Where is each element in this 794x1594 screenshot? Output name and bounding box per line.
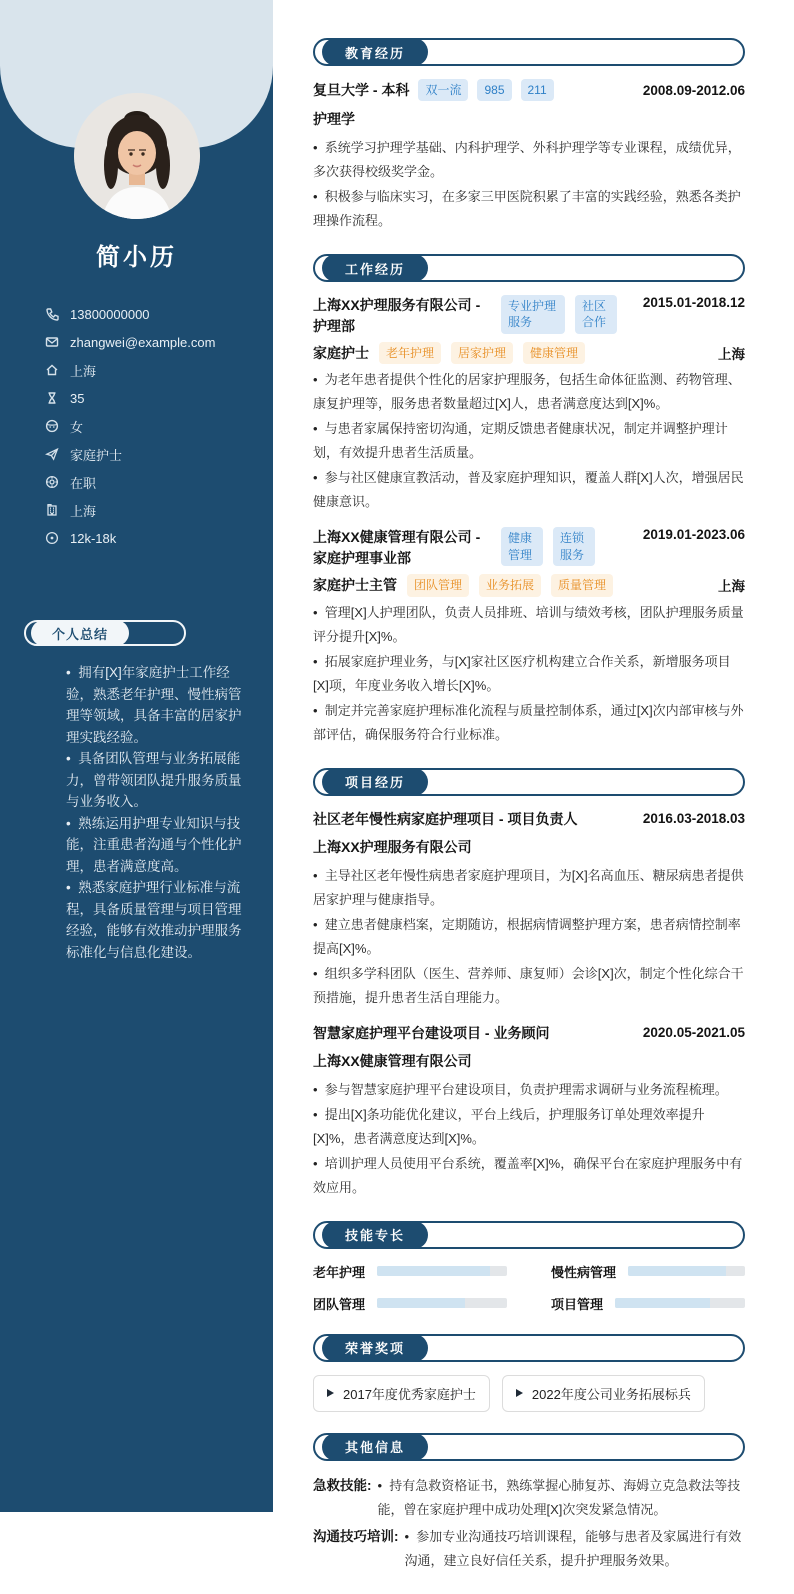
section-header bbox=[313, 1334, 745, 1362]
project-date: 2016.03-2018.03 bbox=[642, 811, 745, 827]
skill-bar bbox=[628, 1266, 745, 1276]
project-name: 智慧家庭护理平台建设项目 - 业务顾问 bbox=[313, 1024, 550, 1041]
summary-list bbox=[66, 662, 249, 963]
section-header bbox=[313, 1433, 745, 1461]
skill-bar-fill bbox=[377, 1266, 490, 1276]
company-tag: 连锁服务 bbox=[553, 527, 595, 565]
section-skills bbox=[313, 1221, 745, 1313]
contact-item-target-job bbox=[45, 440, 273, 468]
contact-item-gender bbox=[45, 412, 273, 440]
skill-bar bbox=[615, 1298, 745, 1308]
portrait-illustration bbox=[74, 93, 200, 219]
candidate-name: 简小历 bbox=[96, 244, 177, 271]
education-date: 2008.09-2012.06 bbox=[642, 82, 745, 98]
bullet-item: • 组织多学科团队（医生、营养师、康复师）会诊[X]次，制定个性化综合干预措施，提升患者生活自理能力。 bbox=[313, 962, 745, 1010]
section-projects bbox=[313, 768, 745, 1200]
award-label: 2017年度优秀家庭护士 bbox=[343, 1386, 476, 1402]
work-date: 2019.01-2023.06 bbox=[642, 527, 745, 543]
contact-value: 35 bbox=[70, 390, 85, 406]
other-info-text: • 持有急救资格证书，熟练掌握心肺复苏、海姆立克急救法等技能，曾在家庭护理中成功处理[X]次突发紧急情况。 bbox=[378, 1474, 746, 1522]
summary-section-title: 个人总结 bbox=[31, 620, 129, 646]
status-icon bbox=[45, 475, 59, 489]
resume-main bbox=[313, 0, 745, 1594]
bullet-item: • 主导社区老年慢性病患者家庭护理项目，为[X]名高血压、糖尿病患者提供居家护理与健康指导。 bbox=[313, 864, 745, 912]
age-icon bbox=[45, 391, 59, 405]
work-location: 上海 bbox=[718, 347, 745, 363]
role-tag: 健康管理 bbox=[523, 342, 585, 364]
contact-value: 家庭护士 bbox=[70, 447, 123, 463]
contact-value: 12k-18k bbox=[70, 530, 117, 546]
other-info-row bbox=[313, 1474, 745, 1522]
work-role-row bbox=[313, 574, 745, 596]
project-company: 上海XX护理服务有限公司 bbox=[313, 838, 472, 855]
skill-bar bbox=[377, 1298, 507, 1308]
major: 护理学 bbox=[313, 111, 355, 128]
company-name: 上海XX护理服务有限公司 - 护理部 bbox=[313, 297, 481, 335]
skill-bar-fill bbox=[628, 1266, 726, 1276]
project-name: 社区老年慢性病家庭护理项目 - 项目负责人 bbox=[313, 810, 578, 827]
section-awards bbox=[313, 1334, 745, 1412]
section-title: 项目经历 bbox=[322, 768, 428, 796]
summary-bullet: • 熟悉家庭护理行业标准与流程，具备质量管理与项目管理经验，能够有效推动护理服务标准化与信息化建设。 bbox=[66, 877, 249, 963]
project-entry bbox=[313, 809, 745, 1010]
work-date: 2015.01-2018.12 bbox=[642, 295, 745, 311]
phone-icon bbox=[45, 307, 59, 321]
work-entry bbox=[313, 527, 745, 746]
play-icon bbox=[516, 1389, 523, 1397]
bullet-item: • 培训护理人员使用平台系统，覆盖率[X]%，确保平台在家庭护理服务中有效应用。 bbox=[313, 1152, 745, 1200]
contact-value: 13800000000 bbox=[70, 306, 150, 322]
skills-grid bbox=[313, 1262, 745, 1313]
other-info-label: 沟通技巧培训: bbox=[313, 1528, 399, 1544]
skill-label: 团队管理 bbox=[313, 1296, 366, 1312]
school-degree: 复旦大学 - 本科 bbox=[313, 82, 410, 99]
role-tag: 业务拓展 bbox=[479, 574, 541, 596]
contact-value: 上海 bbox=[70, 363, 97, 379]
section-title: 教育经历 bbox=[322, 38, 428, 66]
project-entry bbox=[313, 1023, 745, 1200]
company-tag: 健康管理 bbox=[501, 527, 543, 565]
skill-label: 项目管理 bbox=[551, 1296, 604, 1312]
skill-label: 老年护理 bbox=[313, 1264, 366, 1280]
profile-photo bbox=[74, 93, 200, 219]
skill-bar bbox=[377, 1266, 507, 1276]
section-education bbox=[313, 38, 745, 233]
bullet-item: • 管理[X]人护理团队，负责人员排班、培训与绩效考核，团队护理服务质量评分提升[X]%。 bbox=[313, 601, 745, 649]
skill-bar-fill bbox=[377, 1298, 465, 1308]
project-date: 2020.05-2021.05 bbox=[642, 1025, 745, 1041]
summary-bullet: • 具备团队管理与业务拓展能力，曾带领团队提升服务质量与业务收入。 bbox=[66, 748, 249, 813]
contact-item-email bbox=[45, 328, 273, 356]
role-title: 家庭护士主管 bbox=[313, 577, 397, 594]
education-entry bbox=[313, 79, 745, 233]
contact-item-status bbox=[45, 468, 273, 496]
project-company: 上海XX健康管理有限公司 bbox=[313, 1052, 472, 1069]
bullet-item: • 系统学习护理学基础、内科护理学、外科护理学等专业课程，成绩优异，多次获得校级奖学金。 bbox=[313, 136, 745, 184]
gender-icon bbox=[45, 419, 59, 433]
bullet-item: • 为老年患者提供个性化的居家护理服务，包括生命体征监测、药物管理、康复护理等，服务患者数量超过[X]人，患者满意度达到[X]%。 bbox=[313, 368, 745, 416]
skill-item bbox=[551, 1262, 745, 1281]
summary-section-header bbox=[24, 620, 186, 646]
paper-plane-icon bbox=[45, 447, 59, 461]
school-tag: 985 bbox=[477, 79, 511, 101]
work-company-row bbox=[313, 295, 745, 337]
company-name: 上海XX健康管理有限公司 - 家庭护理事业部 bbox=[313, 529, 481, 567]
project-title-row bbox=[313, 809, 745, 829]
section-title: 工作经历 bbox=[322, 254, 428, 282]
contact-item-phone bbox=[45, 300, 273, 328]
contact-item-salary bbox=[45, 524, 273, 552]
bullet-item: • 与患者家属保持密切沟通，定期反馈患者健康状况，制定并调整护理计划，有效提升患者生活质量。 bbox=[313, 417, 745, 465]
school-tag: 211 bbox=[521, 79, 554, 101]
bullet-item: • 拓展家庭护理业务，与[X]家社区医疗机构建立合作关系，新增服务项目[X]项，年度业务收入增长[X]%。 bbox=[313, 650, 745, 698]
awards-list bbox=[313, 1375, 745, 1412]
work-role-row bbox=[313, 342, 745, 364]
work-company-row bbox=[313, 527, 745, 569]
contact-value: 女 bbox=[70, 419, 84, 435]
section-work bbox=[313, 254, 745, 746]
skill-label: 慢性病管理 bbox=[551, 1264, 617, 1280]
section-header bbox=[313, 768, 745, 796]
contact-value: 在职 bbox=[70, 475, 97, 491]
role-tag: 居家护理 bbox=[451, 342, 513, 364]
section-title: 荣誉奖项 bbox=[322, 1334, 428, 1362]
work-location: 上海 bbox=[718, 579, 745, 595]
project-title-row bbox=[313, 1023, 745, 1043]
contact-value: 上海 bbox=[70, 503, 97, 519]
building-icon bbox=[45, 503, 59, 517]
award-item bbox=[502, 1375, 705, 1412]
bullet-item: • 制定并完善家庭护理标准化流程与质量控制体系，通过[X]次内部审核与外部评估，确保服务符合行业标准。 bbox=[313, 699, 745, 747]
salary-icon bbox=[45, 531, 59, 545]
play-icon bbox=[327, 1389, 334, 1397]
section-title: 其他信息 bbox=[322, 1433, 428, 1461]
other-info-text: • 参加专业沟通技巧培训课程，能够与患者及家属进行有效沟通，建立良好信任关系，提升护理服务效果。 bbox=[405, 1525, 746, 1573]
section-other bbox=[313, 1433, 745, 1573]
sidebar bbox=[0, 0, 273, 1512]
bullet-item: • 积极参与临床实习，在多家三甲医院积累了丰富的实践经验，熟悉各类护理操作流程。 bbox=[313, 185, 745, 233]
bullet-item: • 建立患者健康档案，定期随访，根据病情调整护理方案，患者病情控制率提高[X]%。 bbox=[313, 913, 745, 961]
section-header bbox=[313, 1221, 745, 1249]
section-title: 技能专长 bbox=[322, 1221, 428, 1249]
school-tag: 双一流 bbox=[418, 79, 468, 101]
work-entry bbox=[313, 295, 745, 514]
role-tag: 质量管理 bbox=[551, 574, 613, 596]
home-icon bbox=[45, 363, 59, 377]
mail-icon bbox=[45, 335, 59, 349]
role-tag: 团队管理 bbox=[407, 574, 469, 596]
contact-item-age bbox=[45, 384, 273, 412]
award-item bbox=[313, 1375, 490, 1412]
company-tag: 专业护理服务 bbox=[501, 295, 565, 333]
bullet-item: • 提出[X]条功能优化建议，平台上线后，护理服务订单处理效率提升[X]%，患者满意度达到[X]%。 bbox=[313, 1103, 745, 1151]
role-tag: 老年护理 bbox=[379, 342, 441, 364]
role-title: 家庭护士 bbox=[313, 345, 369, 362]
award-label: 2022年度公司业务拓展标兵 bbox=[531, 1386, 691, 1402]
other-info-label: 急救技能: bbox=[313, 1477, 372, 1493]
other-info-row bbox=[313, 1525, 745, 1573]
skill-item bbox=[551, 1294, 745, 1313]
summary-bullet: • 熟练运用护理专业知识与技能，注重患者沟通与个性化护理，患者满意度高。 bbox=[66, 813, 249, 878]
skill-item bbox=[313, 1262, 507, 1281]
contact-item-city bbox=[45, 356, 273, 384]
contact-item-company-city bbox=[45, 496, 273, 524]
bullet-item: • 参与智慧家庭护理平台建设项目，负责护理需求调研与业务流程梳理。 bbox=[313, 1078, 745, 1102]
section-header bbox=[313, 254, 745, 282]
sidebar-content bbox=[0, 93, 273, 963]
summary-bullet: • 拥有[X]年家庭护士工作经验，熟悉老年护理、慢性病管理等领域，具备丰富的居家护理实践经验。 bbox=[66, 662, 249, 748]
company-tag: 社区合作 bbox=[575, 295, 617, 333]
education-title-row bbox=[313, 79, 745, 101]
section-header bbox=[313, 38, 745, 66]
contact-value: zhangwei@example.com bbox=[70, 334, 216, 350]
bullet-item: • 参与社区健康宣教活动，普及家庭护理知识，覆盖人群[X]人次，增强居民健康意识。 bbox=[313, 466, 745, 514]
skill-bar-fill bbox=[615, 1298, 710, 1308]
skill-item bbox=[313, 1294, 507, 1313]
contact-list bbox=[45, 300, 273, 552]
